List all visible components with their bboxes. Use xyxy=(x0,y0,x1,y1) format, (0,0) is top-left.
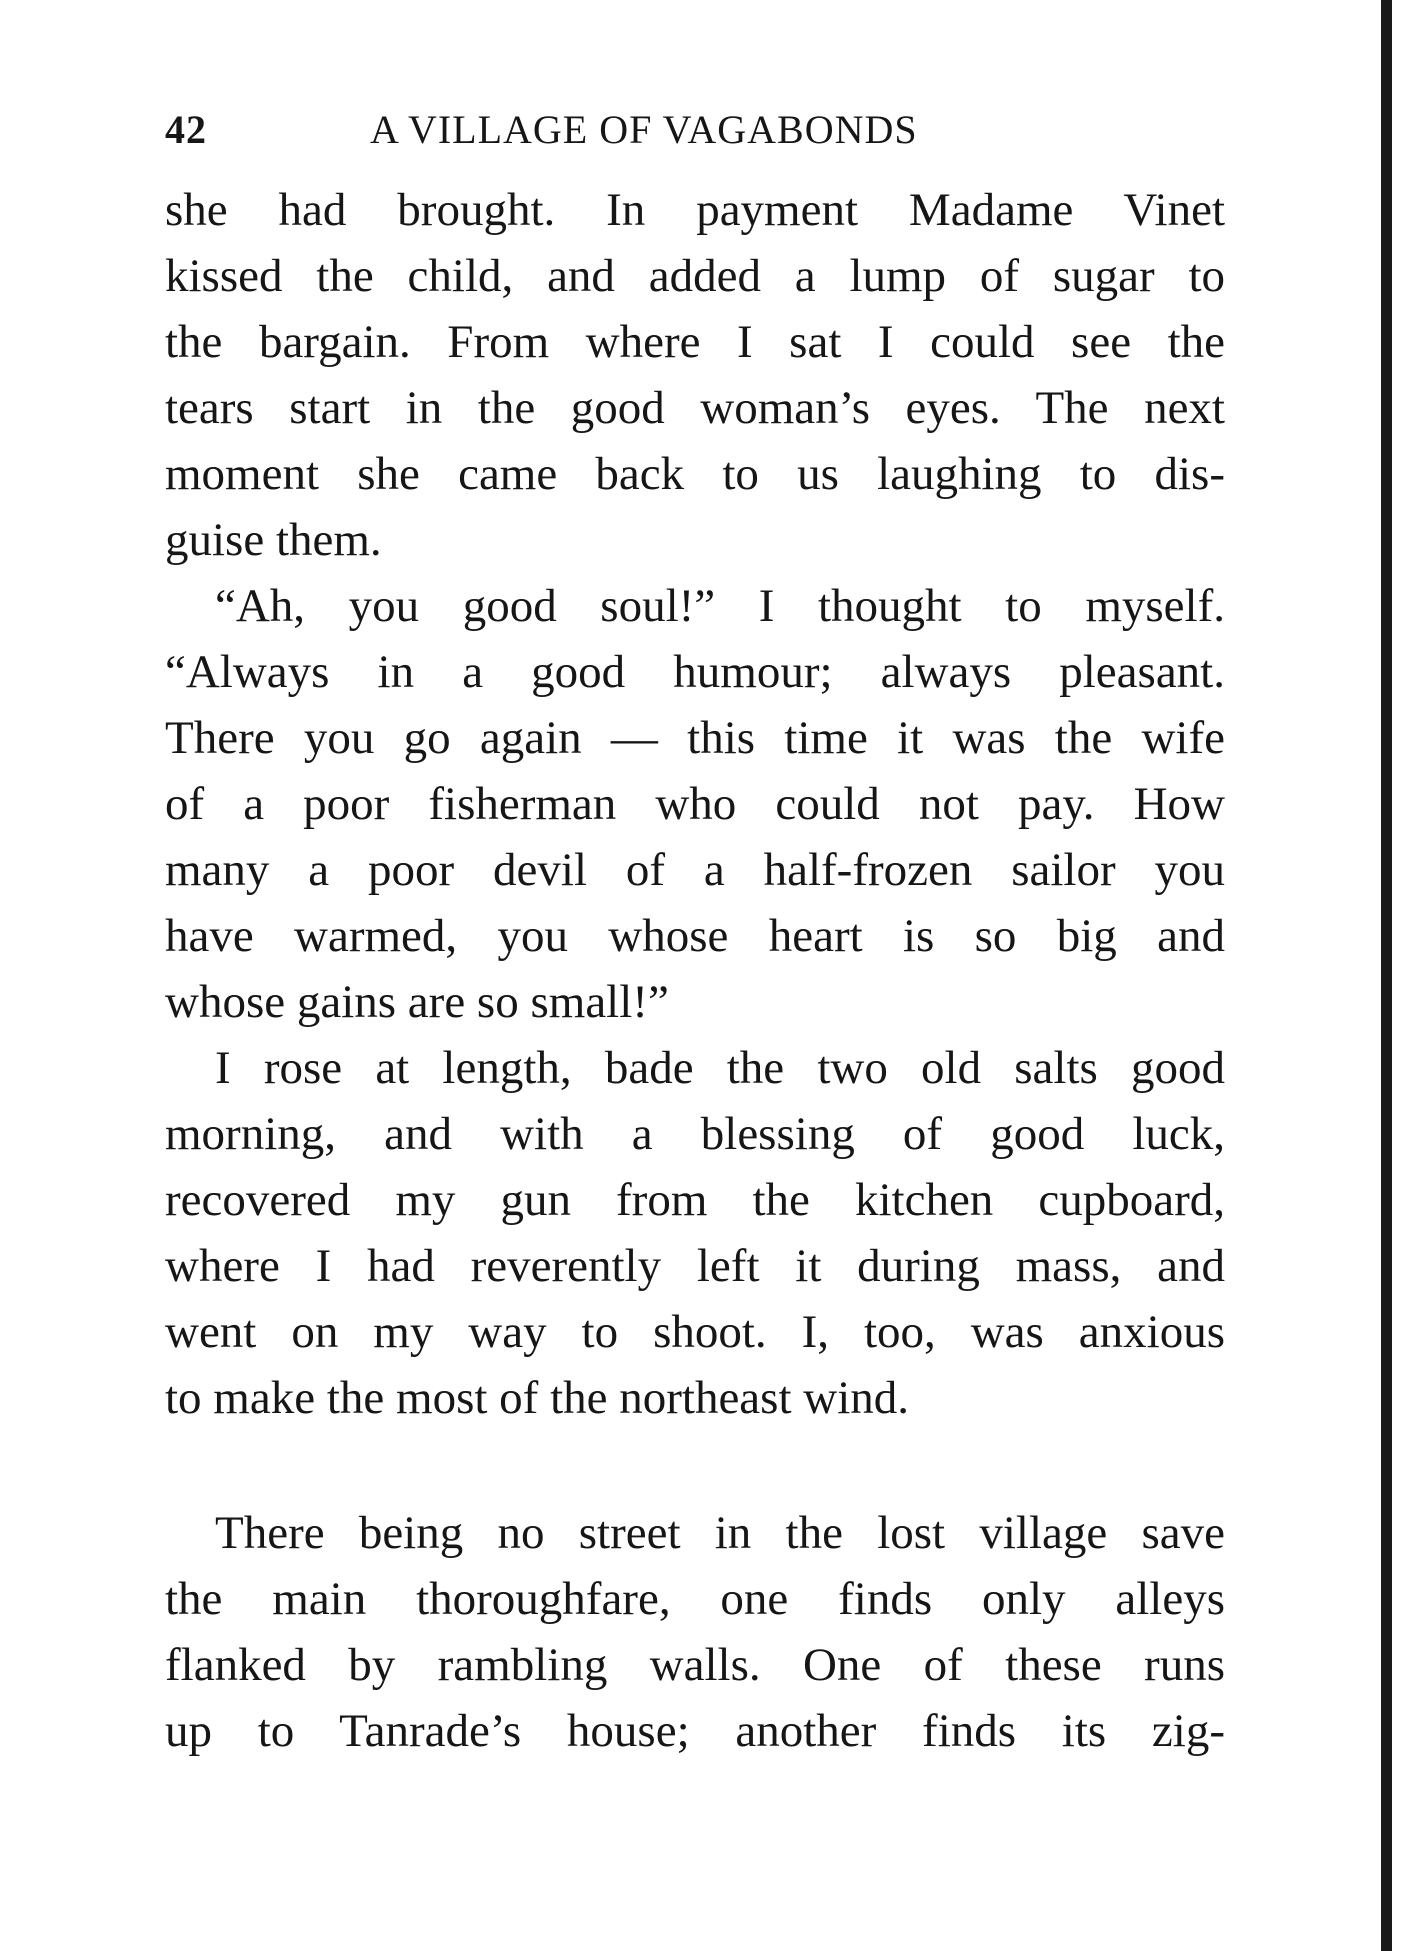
text-line: tears start in the good woman’s eyes. The next xyxy=(165,382,1225,434)
text-line: guise them. xyxy=(165,514,382,566)
running-title: A VILLAGE OF VAGABONDS xyxy=(370,107,918,152)
text-line: many a poor devil of a half-frozen sailor you xyxy=(165,844,1225,896)
text-line: up to Tanrade’s house; another finds its zig- xyxy=(165,1705,1225,1757)
paragraph-block-2 xyxy=(165,1500,1225,1764)
text-line: flanked by rambling walls. One of these runs xyxy=(165,1639,1225,1691)
paragraph-block-1 xyxy=(165,177,1225,1431)
text-line: went on my way to shoot. I, too, was anxious xyxy=(165,1306,1225,1358)
text-line: she had brought. In payment Madame Vinet xyxy=(165,184,1225,236)
text-line: to make the most of the northeast wind. xyxy=(165,1372,910,1424)
text-line: have warmed, you whose heart is so big and xyxy=(165,910,1225,962)
text-line: There being no street in the lost village save xyxy=(215,1507,1225,1559)
text-line: whose gains are so small!” xyxy=(165,976,669,1028)
text-line: “Always in a good humour; always pleasant. xyxy=(165,646,1225,698)
text-line: recovered my gun from the kitchen cupboard, xyxy=(165,1174,1225,1226)
text-line: I rose at length, bade the two old salts good xyxy=(215,1042,1225,1094)
text-line: of a poor fisherman who could not pay. How xyxy=(165,778,1225,830)
page-number: 42 xyxy=(165,107,207,152)
text-line: morning, and with a blessing of good luck, xyxy=(165,1108,1225,1160)
text-line: kissed the child, and added a lump of sugar to xyxy=(165,250,1225,302)
page-binding-edge xyxy=(1381,0,1392,1951)
text-line: where I had reverently left it during mass, and xyxy=(165,1240,1225,1292)
text-line: the bargain. From where I sat I could see the xyxy=(165,316,1225,368)
running-header xyxy=(165,100,1225,160)
text-line: There you go again — this time it was the wife xyxy=(165,712,1225,764)
text-line: “Ah, you good soul!” I thought to myself. xyxy=(215,580,1225,632)
text-line: the main thoroughfare, one finds only alleys xyxy=(165,1573,1225,1625)
text-line: moment she came back to us laughing to dis- xyxy=(165,448,1225,500)
